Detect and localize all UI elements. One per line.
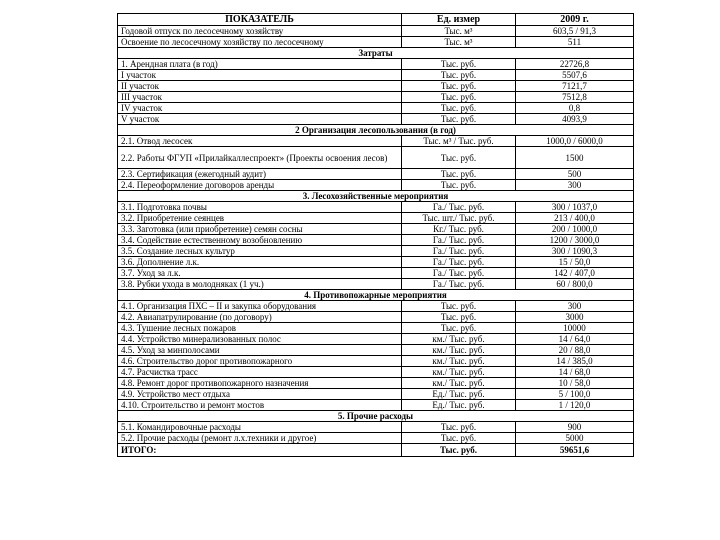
budget-table-body	[118, 14, 634, 457]
table-row	[118, 224, 634, 235]
row-value-cell: 15 / 50,0	[516, 257, 634, 268]
row-name-cell: 3.6. Дополнение л.к.	[118, 257, 402, 268]
header-unit: Ед. измер	[402, 14, 516, 26]
row-unit-cell: км./ Тыс. руб.	[402, 345, 516, 356]
table-row	[118, 202, 634, 213]
table-row	[118, 136, 634, 147]
row-value-cell: 213 / 400,0	[516, 213, 634, 224]
row-name-cell: II участок	[118, 81, 402, 92]
row-unit-cell: Тыс. руб.	[402, 59, 516, 70]
section-header-row	[118, 411, 634, 422]
row-unit-cell: Тыс. руб.	[402, 301, 516, 312]
row-unit-cell: Га./ Тыс. руб.	[402, 235, 516, 246]
table-row	[118, 268, 634, 279]
row-value-cell: 603,5 / 91,3	[516, 26, 634, 37]
row-name-cell: V участок	[118, 114, 402, 125]
row-name-cell: 4.5. Уход за минполосами	[118, 345, 402, 356]
row-value-cell: 20 / 88,0	[516, 345, 634, 356]
row-name-cell: 2.3. Сертификация (ежегодный аудит)	[118, 169, 402, 180]
table-row	[118, 59, 634, 70]
row-value-cell: 4093,9	[516, 114, 634, 125]
total-label: ИТОГО:	[118, 444, 402, 457]
row-value-cell: 300	[516, 180, 634, 191]
row-name-cell: 4.4. Устройство минерализованных полос	[118, 334, 402, 345]
total-row	[118, 444, 634, 457]
table-row	[118, 378, 634, 389]
row-unit-cell: Тыс. руб.	[402, 323, 516, 334]
table-row	[118, 235, 634, 246]
row-name-cell: 4.9. Устройство мест отдыха	[118, 389, 402, 400]
row-unit-cell: Ед./ Тыс. руб.	[402, 389, 516, 400]
row-unit-cell: Га./ Тыс. руб.	[402, 268, 516, 279]
row-name-cell: 5.1. Командировочные расходы	[118, 422, 402, 433]
row-value-cell: 1 / 120,0	[516, 400, 634, 411]
row-unit-cell: Тыс. руб.	[402, 147, 516, 169]
table-row	[118, 400, 634, 411]
row-name-cell: 4.7. Расчистка трасс	[118, 367, 402, 378]
table-row	[118, 301, 634, 312]
row-unit-cell: Тыс. м³	[402, 37, 516, 48]
table-row	[118, 37, 634, 48]
row-unit-cell: Га./ Тыс. руб.	[402, 246, 516, 257]
row-unit-cell: Тыс. руб.	[402, 422, 516, 433]
row-name-cell: 4.10. Строительство и ремонт мостов	[118, 400, 402, 411]
table-row	[118, 389, 634, 400]
row-value-cell: 0,8	[516, 103, 634, 114]
row-unit-cell: Ед./ Тыс. руб.	[402, 400, 516, 411]
section-header-row	[118, 48, 634, 59]
row-unit-cell: Тыс. руб.	[402, 312, 516, 323]
row-name-cell: 3.4. Содействие естественному возобновлению	[118, 235, 402, 246]
row-value-cell: 5507,6	[516, 70, 634, 81]
row-unit-cell: Тыс. руб.	[402, 92, 516, 103]
row-name-cell: IV участок	[118, 103, 402, 114]
table-header-row	[118, 14, 634, 26]
row-value-cell: 14 / 385,0	[516, 356, 634, 367]
table-row	[118, 345, 634, 356]
table-row	[118, 323, 634, 334]
row-value-cell: 142 / 407,0	[516, 268, 634, 279]
row-unit-cell: Кг./ Тыс. руб.	[402, 224, 516, 235]
row-value-cell: 511	[516, 37, 634, 48]
total-value: 59651,6	[516, 444, 634, 457]
section-title: 5. Прочие расходы	[118, 411, 634, 422]
table-row	[118, 334, 634, 345]
table-row	[118, 356, 634, 367]
row-name-cell: 4.8. Ремонт дорог противопожарного назначения	[118, 378, 402, 389]
row-value-cell: 200 / 1000,0	[516, 224, 634, 235]
row-value-cell: 300 / 1090,3	[516, 246, 634, 257]
row-value-cell: 5 / 100,0	[516, 389, 634, 400]
row-name-cell: 4.6. Строительство дорог противопожарного	[118, 356, 402, 367]
table-row	[118, 257, 634, 268]
row-unit-cell: км./ Тыс. руб.	[402, 334, 516, 345]
row-name-cell: 5.2. Прочие расходы (ремонт л.х.техники и другое)	[118, 433, 402, 444]
section-header-row	[118, 125, 634, 136]
table-row	[118, 81, 634, 92]
row-unit-cell: Тыс. руб.	[402, 114, 516, 125]
row-unit-cell: км./ Тыс. руб.	[402, 367, 516, 378]
row-value-cell: 5000	[516, 433, 634, 444]
row-unit-cell: Га./ Тыс. руб.	[402, 279, 516, 290]
section-title: 4. Противопожарные мероприятия	[118, 290, 634, 301]
row-unit-cell: Тыс. руб.	[402, 70, 516, 81]
row-value-cell: 1000,0 / 6000,0	[516, 136, 634, 147]
budget-sheet	[117, 13, 633, 457]
table-row	[118, 26, 634, 37]
row-value-cell: 900	[516, 422, 634, 433]
row-value-cell: 10000	[516, 323, 634, 334]
row-name-cell: 1. Арендная плата (в год)	[118, 59, 402, 70]
row-unit-cell: Тыс. м³ / Тыс. руб.	[402, 136, 516, 147]
row-unit-cell: Тыс. руб.	[402, 169, 516, 180]
row-value-cell: 60 / 800,0	[516, 279, 634, 290]
row-value-cell: 14 / 64,0	[516, 334, 634, 345]
table-row	[118, 433, 634, 444]
row-name-cell: 4.1. Организация ПХС – II и закупка оборудования	[118, 301, 402, 312]
row-unit-cell: Тыс. шт./ Тыс. руб.	[402, 213, 516, 224]
budget-table	[117, 13, 634, 457]
table-row	[118, 367, 634, 378]
row-value-cell: 3000	[516, 312, 634, 323]
row-name-cell: 4.3. Тушение лесных пожаров	[118, 323, 402, 334]
row-name-cell: 3.8. Рубки ухода в молодняках (1 уч.)	[118, 279, 402, 290]
table-row	[118, 213, 634, 224]
row-name-cell: 3.7. Уход за л.к.	[118, 268, 402, 279]
row-name-cell: 2.4. Переоформление договоров аренды	[118, 180, 402, 191]
row-name-cell: 3.2. Приобретение сеянцев	[118, 213, 402, 224]
header-indicator: ПОКАЗАТЕЛЬ	[118, 14, 402, 26]
row-unit-cell: Тыс. руб.	[402, 81, 516, 92]
row-name-cell: Освоение по лесосечному хозяйству по лесосечному	[118, 37, 402, 48]
table-row	[118, 279, 634, 290]
table-row	[118, 114, 634, 125]
section-title: 2 Организация лесопользования (в год)	[118, 125, 634, 136]
row-unit-cell: Тыс. м³	[402, 26, 516, 37]
row-name-cell: Годовой отпуск по лесосечному хозяйству	[118, 26, 402, 37]
table-row	[118, 169, 634, 180]
table-row	[118, 312, 634, 323]
section-title: 3. Лесохозяйственные мероприятия	[118, 191, 634, 202]
table-row	[118, 246, 634, 257]
row-value-cell: 500	[516, 169, 634, 180]
row-name-cell: 3.3. Заготовка (или приобретение) семян сосны	[118, 224, 402, 235]
header-year: 2009 г.	[516, 14, 634, 26]
table-row	[118, 92, 634, 103]
section-header-row	[118, 290, 634, 301]
row-name-cell: III участок	[118, 92, 402, 103]
row-name-cell: 3.1. Подготовка почвы	[118, 202, 402, 213]
row-unit-cell: км./ Тыс. руб.	[402, 356, 516, 367]
row-unit-cell: Га./ Тыс. руб.	[402, 257, 516, 268]
total-unit: Тыс. руб.	[402, 444, 516, 457]
row-name-cell: 3.5. Создание лесных культур	[118, 246, 402, 257]
row-value-cell: 14 / 68,0	[516, 367, 634, 378]
row-name-cell: 2.2. Работы ФГУП «Прилайкаллеспроект» (Проекты освоения лесов)	[118, 147, 402, 169]
table-row	[118, 422, 634, 433]
row-unit-cell: Тыс. руб.	[402, 103, 516, 114]
section-title: Затраты	[118, 48, 634, 59]
row-value-cell: 300	[516, 301, 634, 312]
row-value-cell: 7512,8	[516, 92, 634, 103]
row-value-cell: 22726,8	[516, 59, 634, 70]
row-name-cell: 4.2. Авиапатрулирование (по договору)	[118, 312, 402, 323]
table-row	[118, 103, 634, 114]
table-row	[118, 147, 634, 169]
table-row	[118, 180, 634, 191]
table-row	[118, 70, 634, 81]
row-value-cell: 7121,7	[516, 81, 634, 92]
row-value-cell: 300 / 1037,0	[516, 202, 634, 213]
row-unit-cell: км./ Тыс. руб.	[402, 378, 516, 389]
row-unit-cell: Га./ Тыс. руб.	[402, 202, 516, 213]
row-name-cell: I участок	[118, 70, 402, 81]
row-name-cell: 2.1. Отвод лесосек	[118, 136, 402, 147]
row-value-cell: 1200 / 3000,0	[516, 235, 634, 246]
row-value-cell: 10 / 58,0	[516, 378, 634, 389]
section-header-row	[118, 191, 634, 202]
row-unit-cell: Тыс. руб.	[402, 180, 516, 191]
row-value-cell: 1500	[516, 147, 634, 169]
row-unit-cell: Тыс. руб.	[402, 433, 516, 444]
